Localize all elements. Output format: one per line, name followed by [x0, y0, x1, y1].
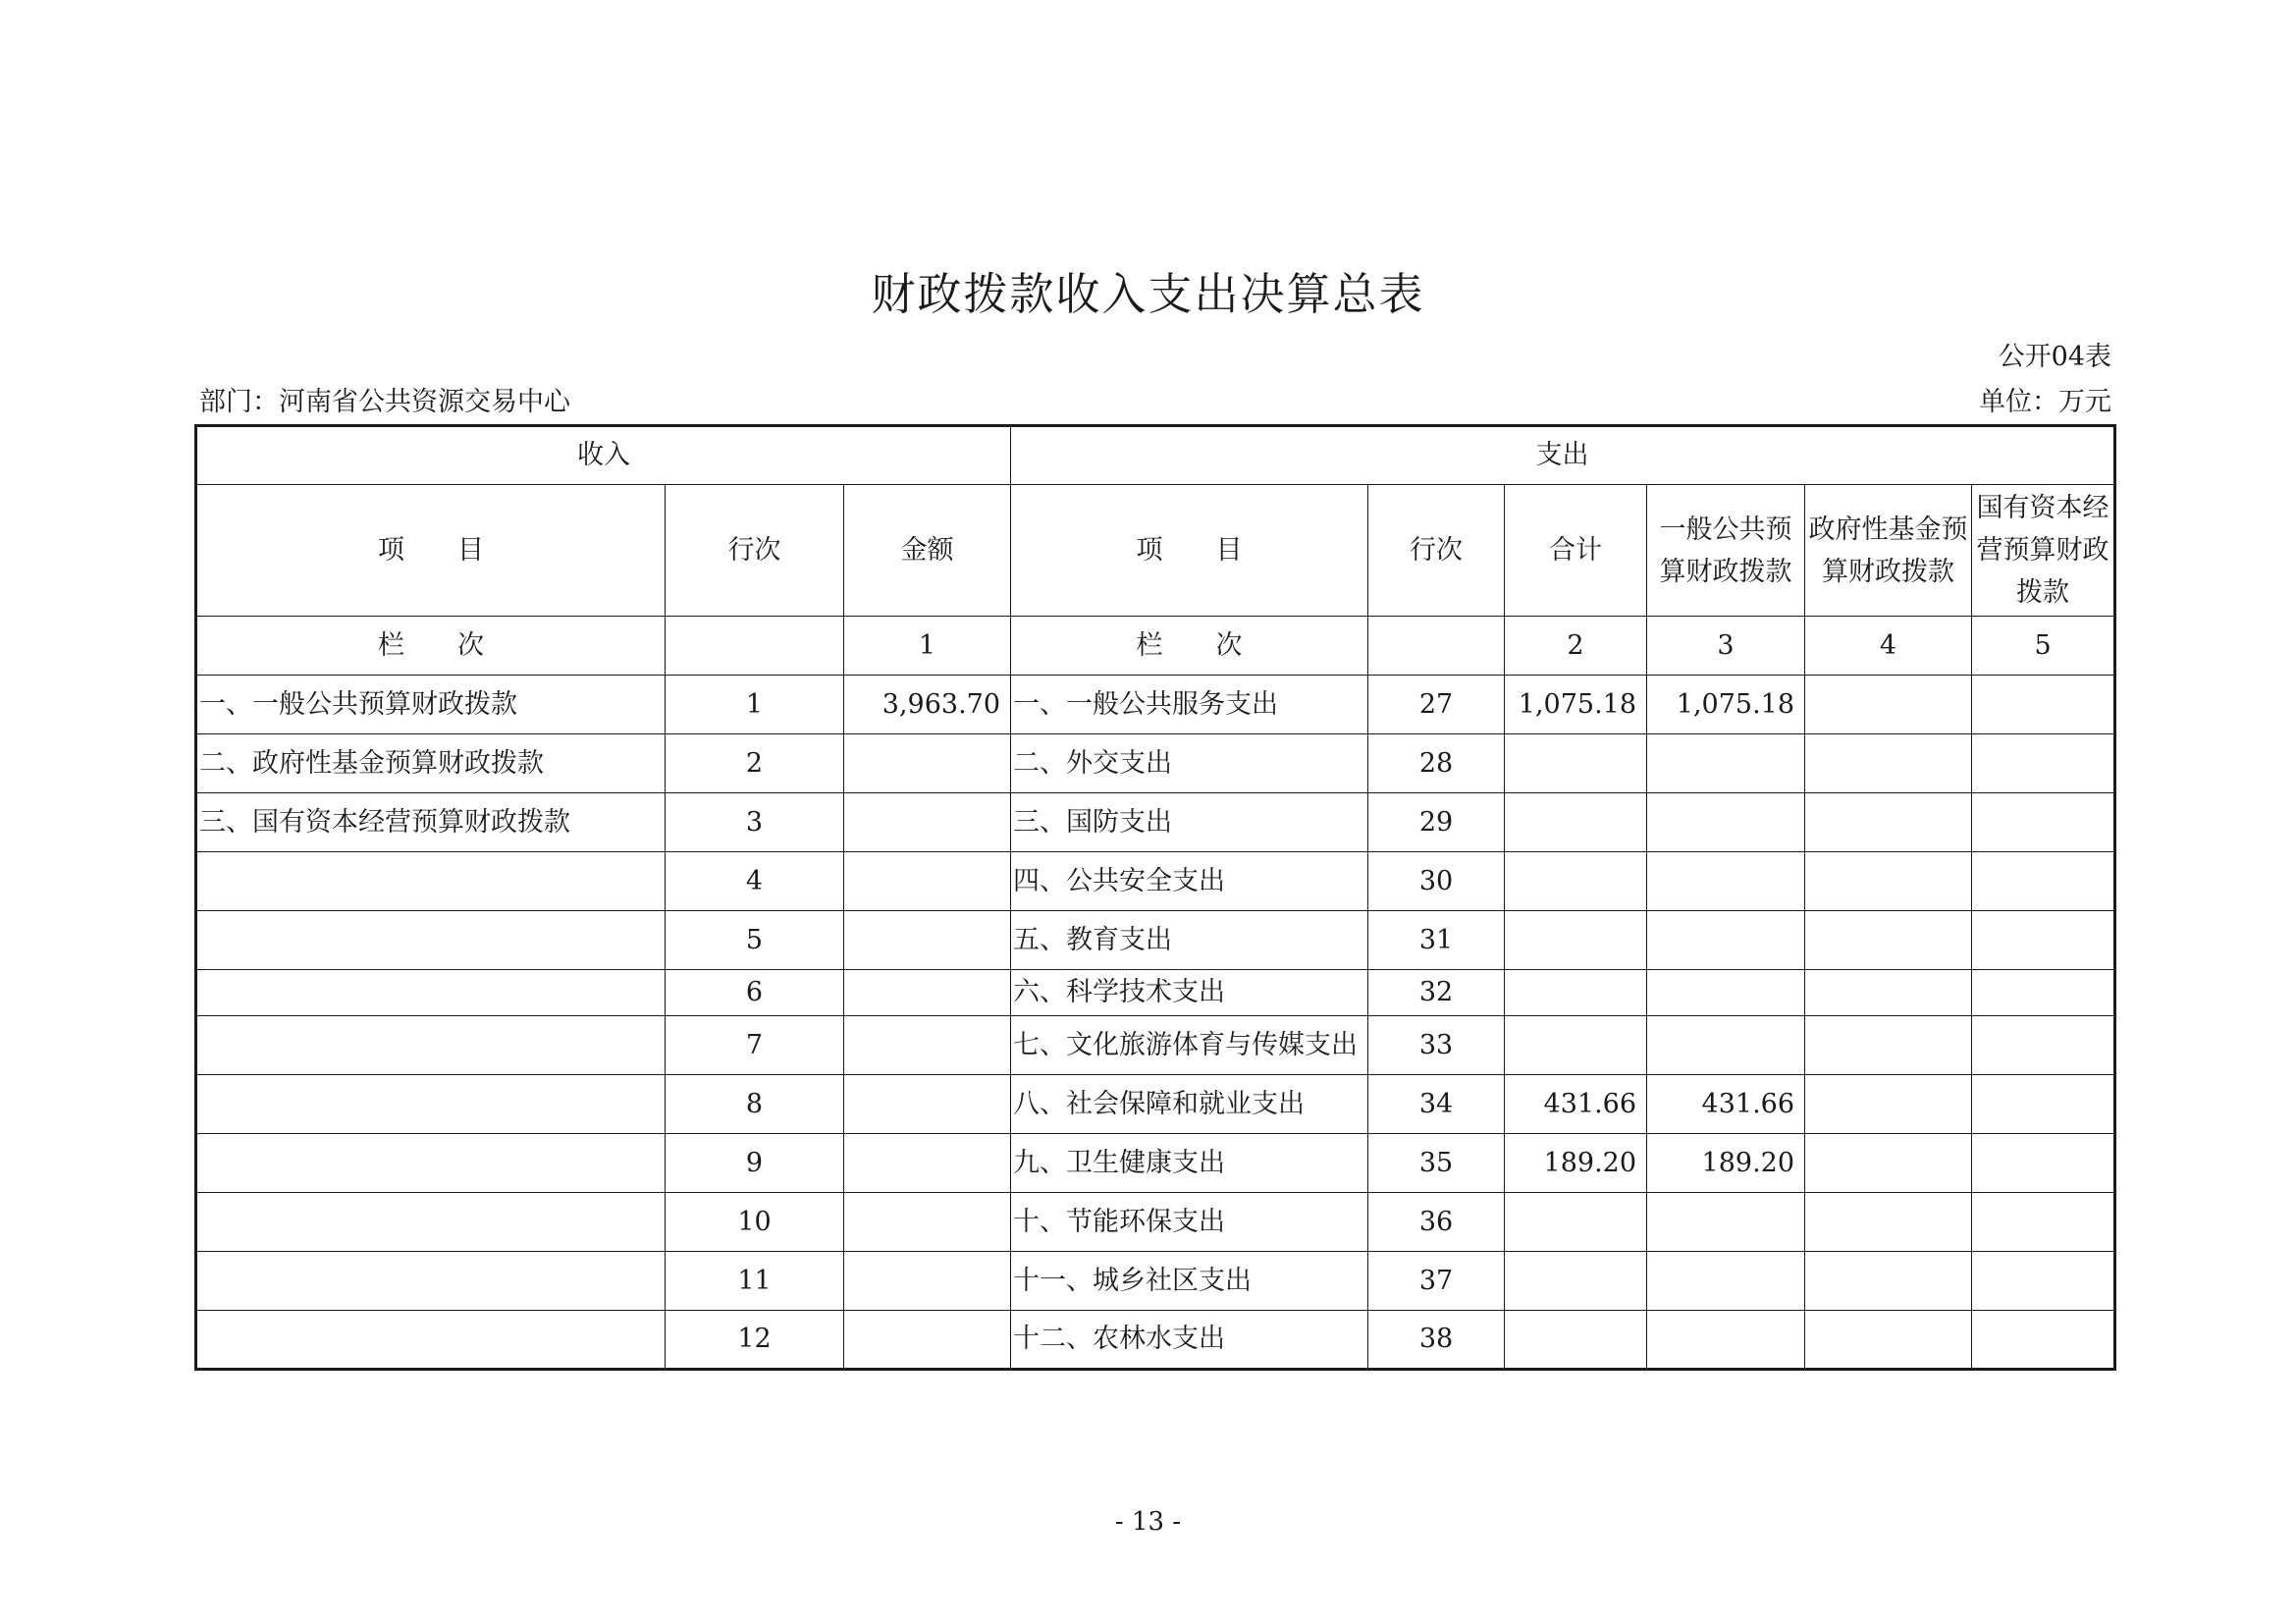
- general-budget-cell: [1647, 911, 1805, 970]
- gov-fund-cell: [1805, 793, 1972, 852]
- gov-fund-cell: [1805, 1134, 1972, 1193]
- general-budget-cell: 189.20: [1647, 1134, 1805, 1193]
- expense-line-cell: 31: [1368, 911, 1505, 970]
- income-line-cell: 4: [666, 852, 844, 911]
- page-title: 财政拨款收入支出决算总表: [871, 268, 1425, 320]
- gov-fund-cell: [1805, 1252, 1972, 1311]
- state-capital-cell: [1972, 911, 2115, 970]
- income-line-column-number: [666, 617, 844, 676]
- income-line-cell: 8: [666, 1075, 844, 1134]
- income-line-header: 行次: [666, 485, 844, 617]
- expense-item-cell: 八、社会保障和就业支出: [1011, 1075, 1368, 1134]
- income-amount-cell: [844, 852, 1011, 911]
- expense-item-cell: 一、一般公共服务支出: [1011, 676, 1368, 734]
- expense-line-cell: 35: [1368, 1134, 1505, 1193]
- income-line-cell: 9: [666, 1134, 844, 1193]
- expense-item-header: 项 目: [1011, 485, 1368, 617]
- income-item-cell: 三、国有资本经营预算财政拨款: [196, 793, 666, 852]
- income-item-cell: 一、一般公共预算财政拨款: [196, 676, 666, 734]
- expense-line-column-number: [1368, 617, 1505, 676]
- expense-item-cell: 三、国防支出: [1011, 793, 1368, 852]
- expense-line-cell: 37: [1368, 1252, 1505, 1311]
- expense-line-cell: 33: [1368, 1016, 1505, 1075]
- expense-item-cell: 五、教育支出: [1011, 911, 1368, 970]
- table-row: [196, 1134, 2115, 1193]
- total-cell: [1505, 793, 1647, 852]
- expense-line-cell: 36: [1368, 1193, 1505, 1252]
- expense-item-cell: 六、科学技术支出: [1011, 970, 1368, 1016]
- income-item-cell: [196, 1193, 666, 1252]
- state-capital-header: 国有资本经营预算财政拨款: [1972, 485, 2115, 617]
- table-row: [196, 852, 2115, 911]
- general-budget-cell: 1,075.18: [1647, 676, 1805, 734]
- gov-fund-cell: [1805, 852, 1972, 911]
- income-amount-cell: [844, 911, 1011, 970]
- table-row: [196, 1252, 2115, 1311]
- gov-fund-cell: [1805, 911, 1972, 970]
- income-item-cell: [196, 1075, 666, 1134]
- expense-item-cell: 十二、农林水支出: [1011, 1311, 1368, 1370]
- state-capital-cell: [1972, 734, 2115, 793]
- gov-fund-cell: [1805, 970, 1972, 1016]
- table-row: [196, 676, 2115, 734]
- total-cell: [1505, 1311, 1647, 1370]
- table-row: [196, 1075, 2115, 1134]
- gov-fund-cell: [1805, 1311, 1972, 1370]
- table-column-header-row: [196, 485, 2115, 617]
- expense-item-cell: 九、卫生健康支出: [1011, 1134, 1368, 1193]
- general-budget-cell: [1647, 852, 1805, 911]
- expense-item-cell: 二、外交支出: [1011, 734, 1368, 793]
- expense-item-cell: 七、文化旅游体育与传媒支出: [1011, 1016, 1368, 1075]
- general-budget-cell: [1647, 1016, 1805, 1075]
- page-number: - 13 -: [1114, 1507, 1182, 1537]
- general-budget-cell: 431.66: [1647, 1075, 1805, 1134]
- total-cell: 189.20: [1505, 1134, 1647, 1193]
- table-section-header-row: [196, 426, 2115, 485]
- general-budget-cell: [1647, 793, 1805, 852]
- gov-fund-cell: [1805, 1016, 1972, 1075]
- general-budget-cell: [1647, 970, 1805, 1016]
- total-cell: 431.66: [1505, 1075, 1647, 1134]
- table-row: [196, 1311, 2115, 1370]
- income-item-cell: [196, 1311, 666, 1370]
- form-number: 公开04表: [1998, 342, 2111, 372]
- income-item-cell: [196, 1252, 666, 1311]
- income-amount-cell: [844, 734, 1011, 793]
- income-item-header: 项 目: [196, 485, 666, 617]
- income-item-cell: 二、政府性基金预算财政拨款: [196, 734, 666, 793]
- income-line-cell: 5: [666, 911, 844, 970]
- total-cell: [1505, 852, 1647, 911]
- income-line-cell: 7: [666, 1016, 844, 1075]
- income-amount-cell: [844, 970, 1011, 1016]
- income-line-cell: 10: [666, 1193, 844, 1252]
- income-column-label: 栏 次: [196, 617, 666, 676]
- general-budget-header: 一般公共预算财政拨款: [1647, 485, 1805, 617]
- expense-section-header: 支出: [1011, 426, 2115, 485]
- general-budget-cell: [1647, 734, 1805, 793]
- income-line-cell: 11: [666, 1252, 844, 1311]
- total-cell: 1,075.18: [1505, 676, 1647, 734]
- income-amount-cell: [844, 1075, 1011, 1134]
- expense-item-cell: 十一、城乡社区支出: [1011, 1252, 1368, 1311]
- income-item-cell: [196, 1134, 666, 1193]
- expense-line-header: 行次: [1368, 485, 1505, 617]
- column-number-row: [196, 617, 2115, 676]
- state-capital-cell: [1972, 793, 2115, 852]
- general-budget-cell: [1647, 1252, 1805, 1311]
- income-amount-cell: [844, 1193, 1011, 1252]
- total-header: 合计: [1505, 485, 1647, 617]
- gov-fund-cell: [1805, 1193, 1972, 1252]
- state-capital-column-number: 5: [1972, 617, 2115, 676]
- expense-line-cell: 34: [1368, 1075, 1505, 1134]
- state-capital-cell: [1972, 1016, 2115, 1075]
- income-line-cell: 12: [666, 1311, 844, 1370]
- state-capital-cell: [1972, 1252, 2115, 1311]
- income-line-cell: 2: [666, 734, 844, 793]
- state-capital-cell: [1972, 676, 2115, 734]
- general-budget-cell: [1647, 1193, 1805, 1252]
- gov-fund-cell: [1805, 676, 1972, 734]
- department-label: 部门：河南省公共资源交易中心: [199, 387, 570, 417]
- gov-fund-cell: [1805, 1075, 1972, 1134]
- gov-fund-cell: [1805, 734, 1972, 793]
- expense-line-cell: 32: [1368, 970, 1505, 1016]
- income-amount-cell: [844, 1252, 1011, 1311]
- expense-item-cell: 四、公共安全支出: [1011, 852, 1368, 911]
- total-column-number: 2: [1505, 617, 1647, 676]
- table-row: [196, 970, 2115, 1016]
- gov-fund-header: 政府性基金预算财政拨款: [1805, 485, 1972, 617]
- total-cell: [1505, 1193, 1647, 1252]
- state-capital-cell: [1972, 1075, 2115, 1134]
- expense-item-cell: 十、节能环保支出: [1011, 1193, 1368, 1252]
- unit-label: 单位：万元: [1979, 387, 2111, 417]
- gov-fund-column-number: 4: [1805, 617, 1972, 676]
- budget-table: [194, 424, 2116, 1371]
- income-line-cell: 3: [666, 793, 844, 852]
- table-row: [196, 1193, 2115, 1252]
- table-row: [196, 911, 2115, 970]
- total-cell: [1505, 1016, 1647, 1075]
- income-amount-cell: 3,963.70: [844, 676, 1011, 734]
- expense-line-cell: 30: [1368, 852, 1505, 911]
- income-amount-cell: [844, 1311, 1011, 1370]
- state-capital-cell: [1972, 1311, 2115, 1370]
- table-row: [196, 734, 2115, 793]
- table-row: [196, 1016, 2115, 1075]
- income-section-header: 收入: [196, 426, 1011, 485]
- income-item-cell: [196, 970, 666, 1016]
- expense-column-label: 栏 次: [1011, 617, 1368, 676]
- expense-line-cell: 27: [1368, 676, 1505, 734]
- income-amount-cell: [844, 1016, 1011, 1075]
- state-capital-cell: [1972, 1134, 2115, 1193]
- state-capital-cell: [1972, 1193, 2115, 1252]
- general-budget-cell: [1647, 1311, 1805, 1370]
- total-cell: [1505, 1252, 1647, 1311]
- income-item-cell: [196, 1016, 666, 1075]
- table-body: [196, 676, 2115, 1370]
- total-cell: [1505, 911, 1647, 970]
- general-budget-column-number: 3: [1647, 617, 1805, 676]
- total-cell: [1505, 970, 1647, 1016]
- income-line-cell: 6: [666, 970, 844, 1016]
- income-line-cell: 1: [666, 676, 844, 734]
- table-row: [196, 793, 2115, 852]
- state-capital-cell: [1972, 970, 2115, 1016]
- state-capital-cell: [1972, 852, 2115, 911]
- expense-line-cell: 29: [1368, 793, 1505, 852]
- income-amount-header: 金额: [844, 485, 1011, 617]
- income-item-cell: [196, 852, 666, 911]
- expense-line-cell: 38: [1368, 1311, 1505, 1370]
- expense-line-cell: 28: [1368, 734, 1505, 793]
- income-amount-column-number: 1: [844, 617, 1011, 676]
- income-amount-cell: [844, 1134, 1011, 1193]
- income-amount-cell: [844, 793, 1011, 852]
- income-item-cell: [196, 911, 666, 970]
- total-cell: [1505, 734, 1647, 793]
